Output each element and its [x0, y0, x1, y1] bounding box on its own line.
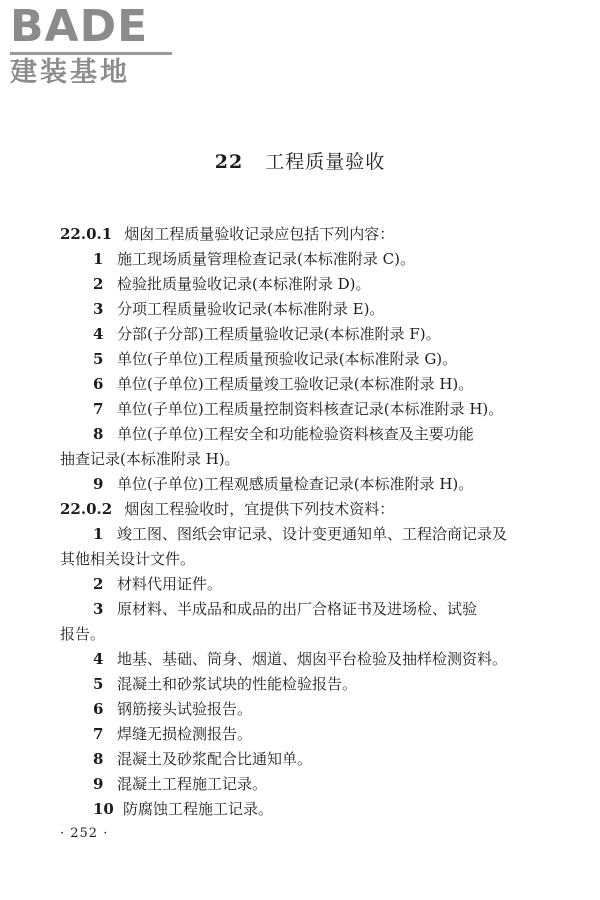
- item-text: 分项工程质量验收记录(本标准附录 E)。: [117, 300, 385, 318]
- list-item: [60, 647, 540, 672]
- list-item: [60, 672, 540, 697]
- item-number: 3: [93, 600, 104, 618]
- item-number: 5: [93, 675, 104, 693]
- list-item: [60, 597, 540, 622]
- list-item-continuation: [60, 622, 540, 647]
- list-item: [60, 297, 540, 322]
- list-item: [60, 422, 540, 447]
- page-number: · 252 ·: [60, 826, 109, 841]
- item-number: 6: [93, 375, 104, 393]
- list-item: [60, 272, 540, 297]
- item-number: 4: [93, 325, 104, 343]
- item-text: 混凝土及砂浆配合比通知单。: [117, 750, 313, 768]
- item-number: 8: [93, 750, 104, 768]
- list-item: [60, 572, 540, 597]
- item-text: 单位(子单位)工程质量竣工验收记录(本标准附录 H)。: [117, 375, 474, 393]
- item-number: 2: [93, 575, 104, 593]
- item-number: 4: [93, 650, 104, 668]
- item-text: 抽查记录(本标准附录 H)。: [60, 450, 240, 468]
- section-heading: [60, 497, 540, 522]
- chapter-number: 22: [214, 151, 244, 173]
- item-text: 其他相关设计文件。: [60, 550, 196, 568]
- section-heading: [60, 222, 540, 247]
- item-text: 防腐蚀工程施工记录。: [123, 800, 274, 818]
- item-text: 焊缝无损检测报告。: [117, 725, 253, 743]
- item-number: 1: [93, 250, 104, 268]
- logo-brand-text: BADE: [10, 1, 149, 52]
- item-number: 6: [93, 700, 104, 718]
- list-item: [60, 522, 540, 547]
- item-text: 混凝土工程施工记录。: [117, 775, 268, 793]
- item-text: 单位(子单位)工程安全和功能检验资料核查及主要功能: [117, 425, 474, 443]
- item-number: 9: [93, 475, 104, 493]
- list-item: [60, 797, 540, 822]
- item-text: 单位(子单位)工程质量控制资料核查记录(本标准附录 H)。: [117, 400, 504, 418]
- list-item: [60, 397, 540, 422]
- item-text: 检验批质量验收记录(本标准附录 D)。: [117, 275, 371, 293]
- item-number: 7: [93, 725, 104, 743]
- list-item-continuation: [60, 447, 540, 472]
- item-text: 分部(子分部)工程质量验收记录(本标准附录 F)。: [117, 325, 441, 343]
- item-number: 9: [93, 775, 104, 793]
- item-text: 材料代用证件。: [117, 575, 223, 593]
- list-item: [60, 697, 540, 722]
- document-body: [60, 222, 540, 822]
- item-number: 7: [93, 400, 104, 418]
- logo-subtitle: 建装基地: [10, 57, 130, 88]
- list-item: [60, 247, 540, 272]
- item-number: 10: [93, 800, 114, 818]
- item-number: 8: [93, 425, 104, 443]
- list-item: [60, 347, 540, 372]
- item-text: 竣工图、图纸会审记录、设计变更通知单、工程洽商记录及: [117, 525, 508, 543]
- list-item: [60, 472, 540, 497]
- item-number: 3: [93, 300, 104, 318]
- item-text: 报告。: [60, 625, 106, 643]
- list-item: [60, 372, 540, 397]
- section-text: 烟囱工程验收时，宜提供下列技术资料：: [124, 500, 395, 518]
- list-item: [60, 772, 540, 797]
- chapter-heading: [0, 147, 600, 174]
- item-number: 5: [93, 350, 104, 368]
- list-item: [60, 747, 540, 772]
- section-number: 22.0.2: [60, 500, 113, 518]
- item-text: 原材料、半成品和成品的出厂合格证书及进场检、试验: [117, 600, 478, 618]
- list-item: [60, 322, 540, 347]
- item-text: 地基、基础、筒身、烟道、烟囱平台检验及抽样检测资料。: [117, 650, 508, 668]
- item-text: 施工现场质量管理检查记录(本标准附录 C)。: [117, 250, 415, 268]
- list-item: [60, 722, 540, 747]
- brand-logo: [10, 1, 175, 88]
- list-item-continuation: [60, 547, 540, 572]
- item-text: 单位(子单位)工程观感质量检查记录(本标准附录 H)。: [117, 475, 474, 493]
- item-number: 2: [93, 275, 104, 293]
- section-text: 烟囱工程质量验收记录应包括下列内容：: [124, 225, 395, 243]
- logo-divider: [10, 52, 172, 55]
- item-number: 1: [93, 525, 104, 543]
- item-text: 钢筋接头试验报告。: [117, 700, 253, 718]
- item-text: 单位(子单位)工程质量预验收记录(本标准附录 G)。: [117, 350, 458, 368]
- item-text: 混凝土和砂浆试块的性能检验报告。: [117, 675, 358, 693]
- section-number: 22.0.1: [60, 225, 113, 243]
- chapter-title: 工程质量验收: [265, 151, 386, 173]
